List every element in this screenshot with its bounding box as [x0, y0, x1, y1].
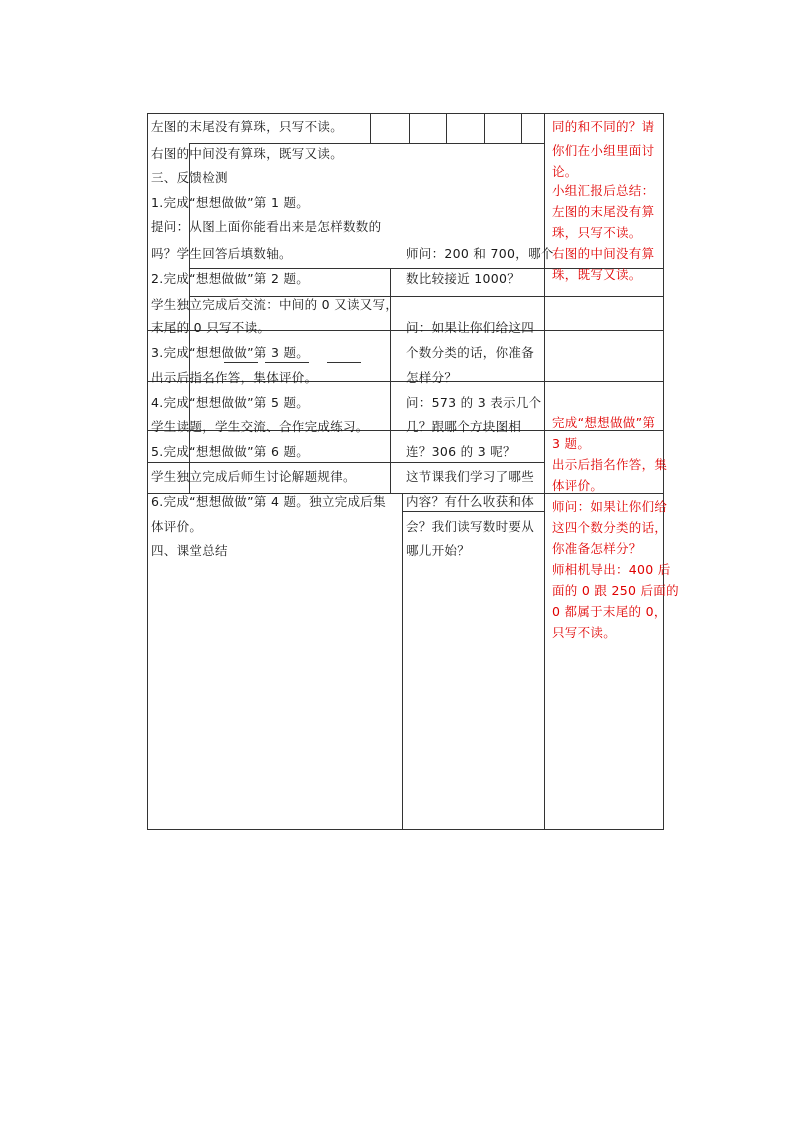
grid-cell-line: [370, 113, 371, 143]
grid-cell-line: [409, 113, 410, 143]
right-note-line: 左图的末尾没有算: [552, 204, 655, 219]
overlay-line: [544, 268, 545, 493]
left-line: 左图的末尾没有算珠，只写不读。: [151, 119, 344, 134]
table-bottom-border: [147, 829, 663, 830]
right-note-line: 体评价。: [552, 478, 604, 493]
middle-line: 内容？有什么收获和体: [406, 494, 535, 509]
left-line: 学生独立完成后交流：中间的 0 又读又写，: [151, 297, 399, 312]
left-line: 右图的中间没有算珠，既写又读。: [151, 146, 344, 161]
left-line: 1.完成“想想做做”第 1 题。: [151, 195, 310, 210]
answer-blank: [327, 362, 361, 363]
right-note-line: 同的和不同的？请: [552, 119, 655, 134]
left-line: 4.完成“想想做做”第 5 题。: [151, 395, 310, 410]
left-line: 末尾的 0 只写不读。: [151, 320, 271, 335]
right-note-line: 珠，既写又读。: [552, 267, 642, 282]
middle-line: 哪儿开始？: [406, 543, 471, 558]
answer-blank: [265, 362, 309, 363]
right-note-line: 师相机导出：400 后: [552, 562, 671, 577]
middle-line: 这节课我们学习了哪些: [406, 469, 535, 484]
middle-line: 几？跟哪个方块图相: [406, 419, 522, 434]
left-line: 2.完成“想想做做”第 2 题。: [151, 271, 310, 286]
left-line: 三、反馈检测: [151, 170, 228, 185]
middle-line: 怎样分？: [406, 370, 458, 385]
left-line: 学生读题，学生交流、合作完成练习。: [151, 419, 369, 434]
left-line: 学生独立完成后师生讨论解题规律。: [151, 469, 356, 484]
left-line: 3.完成“想想做做”第 3 题。: [151, 345, 310, 360]
right-note-line: 珠，只写不读。: [552, 225, 642, 240]
answer-blank: [224, 362, 258, 363]
right-note-line: 右图的中间没有算: [552, 246, 655, 261]
middle-line: 师问：200 和 700，哪个: [406, 246, 554, 261]
column-divider-1: [402, 493, 403, 830]
middle-line: 个数分类的话，你准备: [406, 345, 535, 360]
right-note-line: 面的 0 跟 250 后面的: [552, 583, 679, 598]
left-line: 四、课堂总结: [151, 543, 228, 558]
left-line: 出示后指名作答，集体评价。: [151, 370, 318, 385]
left-line: 提问：从图上面你能看出来是怎样数数的: [151, 219, 382, 234]
grid-cell-line: [484, 113, 485, 143]
left-line: 6.完成“想想做做”第 4 题。独立完成后集: [151, 494, 386, 509]
right-note-line: 小组汇报后总结：: [552, 183, 655, 198]
middle-line: 问：如果让你们给这四: [406, 320, 535, 335]
right-note-line: 师问：如果让你们给: [552, 499, 668, 514]
grid-cell-line: [446, 113, 447, 143]
middle-line: 问：573 的 3 表示几个: [406, 395, 542, 410]
right-note-line: 0 都属于末尾的 0，: [552, 604, 667, 619]
left-line: 体评价。: [151, 519, 203, 534]
right-note-line: 完成“想想做做”第: [552, 415, 656, 430]
right-note-line: 只写不读。: [552, 625, 617, 640]
right-note-line: 你准备怎样分？: [552, 541, 642, 556]
overlay-line: [147, 462, 544, 463]
middle-line: 连？306 的 3 呢？: [406, 444, 516, 459]
left-line: 5.完成“想想做做”第 6 题。: [151, 444, 310, 459]
right-note-line: 论。: [552, 164, 578, 179]
right-note-line: 出示后指名作答，集: [552, 457, 668, 472]
overlay-line: [402, 511, 544, 512]
middle-line: 会？我们读写数时要从: [406, 519, 535, 534]
right-note-line: 你们在小组里面讨: [552, 143, 655, 158]
table-top-border: [147, 113, 663, 114]
table-left-border: [147, 113, 148, 830]
left-line: 吗？学生回答后填数轴。: [151, 246, 292, 261]
right-note-line: 3 题。: [552, 436, 591, 451]
middle-line: 数比较接近 1000？: [406, 271, 521, 286]
right-note-line: 这四个数分类的话，: [552, 520, 668, 535]
overlay-line: [189, 143, 544, 144]
grid-cell-line: [521, 113, 522, 143]
